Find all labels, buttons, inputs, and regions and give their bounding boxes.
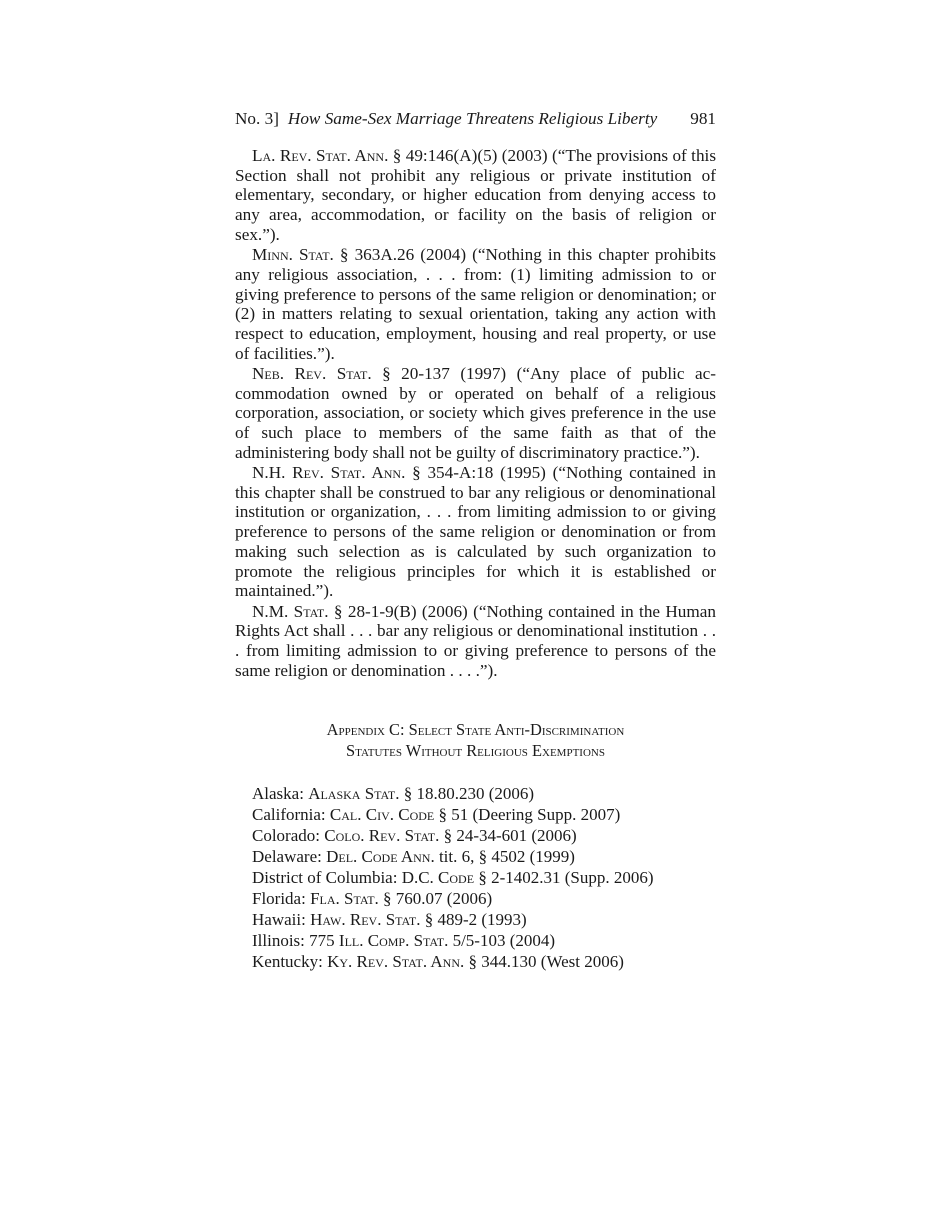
statute-section: § 489-2 (1993) <box>420 910 527 930</box>
statute-section: § 24-34-601 (2006) <box>439 826 577 846</box>
appendix-heading-line: Appendix C: Select State Anti-Discrimination <box>326 720 625 740</box>
statute-code: 775 Ill. Comp. Stat. <box>309 931 449 951</box>
statute-section: § 344.130 (West 2006) <box>464 952 624 972</box>
state-name: District of Columbia: <box>252 868 402 888</box>
list-item <box>252 846 716 867</box>
state-name: Hawaii: <box>252 910 311 930</box>
state-name: California: <box>252 805 330 825</box>
list-item <box>252 804 716 825</box>
statute-code: D.C. Code <box>401 868 475 888</box>
statute-paragraph-louisiana <box>235 146 716 245</box>
statute-paragraph-new-hampshire <box>235 463 716 601</box>
state-name: Alaska: <box>252 784 309 804</box>
list-item <box>252 825 716 846</box>
state-name: Colorado: <box>252 826 325 846</box>
statute-code: Del. Code Ann. <box>326 847 435 867</box>
list-item <box>252 909 716 930</box>
statute-paragraph-minnesota <box>235 245 716 363</box>
statute-code: Alaska Stat. <box>308 784 400 804</box>
state-name: Delaware: <box>252 847 327 867</box>
statute-text: § 363A.26 (2004) (“Nothing in this chapter prohibits any religious association, . . . from: (1) limiting admission to or giving preference to persons of the same religion or denomination; or (2) in matters relating to sexual orientation, taking any action with respect to education, employment, housing and real property, or use of facilities.”). <box>235 245 716 363</box>
list-item <box>252 783 716 804</box>
statute-code: Colo. Rev. Stat. <box>324 826 440 846</box>
list-item <box>252 867 716 888</box>
state-name: Illinois: <box>252 931 310 951</box>
list-item <box>252 930 716 951</box>
article-title: How Same-Sex Marriage Threatens Religious Liberty <box>287 109 658 128</box>
running-head <box>235 108 716 130</box>
list-item <box>252 888 716 909</box>
statute-code: Fla. Stat. <box>310 889 379 909</box>
appendix-heading <box>235 720 716 761</box>
statute-citation: La. Rev. Stat. Ann. <box>252 146 389 165</box>
statute-code: Cal. Civ. Code <box>329 805 435 825</box>
statute-section: tit. 6, § 4502 (1999) <box>434 847 575 867</box>
statute-citation: N.H. Rev. Stat. Ann. <box>252 463 406 483</box>
document-page <box>235 108 716 972</box>
statute-list <box>235 783 716 972</box>
state-name: Florida: <box>252 889 311 909</box>
statute-section: § 760.07 (2006) <box>378 889 493 909</box>
statute-citation: Neb. Rev. Stat. <box>252 363 372 383</box>
statute-section: § 2-1402.31 (Supp. 2006) <box>474 868 654 888</box>
statute-text: § 28-1-9(B) (2006) (“Nothing contained in the Human Rights Act shall . . . bar any religious or denominational institution . . . from limiting admission to or giving preference to persons of the same religion or denomination . . . .”). <box>235 601 716 680</box>
statute-paragraph-nebraska <box>235 364 716 463</box>
statute-citation: Minn. Stat. <box>252 245 334 265</box>
statute-code: Ky. Rev. Stat. Ann. <box>327 952 465 972</box>
statute-section: § 51 (Deering Supp. 2007) <box>434 805 621 825</box>
list-item <box>252 951 716 972</box>
statute-paragraph-new-mexico <box>235 602 716 681</box>
state-name: Kentucky: <box>252 952 328 972</box>
appendix-heading-line: Statutes Without Religious Exemptions <box>346 740 605 760</box>
page-number: 981 <box>690 109 716 128</box>
statute-text: § 20-137 (1997) (“Any place of public accommodation owned by or operated on behalf of a religious corporation, association, or society which gives preference in the use of such place to members of the same faith as that of the administering body shall not be guilty of discriminatory practice.”). <box>235 363 716 462</box>
statute-section: § 18.80.230 (2006) <box>399 784 535 804</box>
statute-text: § 49:146(A)(5) (2003) (“The provisions of this Section shall not prohibit any religious or private institution of elementary, secondary, or higher education from denying access to any area, accommodation, or facility on the basis of religion or sex.”). <box>235 146 717 244</box>
statute-text: § 354-A:18 (1995) (“Nothing contained in this chapter shall be construed to bar any religious or denominational institution or organization, . . . from limiting admission to or giving preference to persons of the same religion or denomination or from making such selection as is calculated by such organization to promote the religious principles for which it is established or maintained.”). <box>235 463 716 601</box>
statute-section: 5/5-103 (2004) <box>448 931 556 951</box>
issue-number: No. 3] <box>235 109 279 128</box>
statute-citation: N.M. Stat. <box>252 601 329 621</box>
statute-code: Haw. Rev. Stat. <box>310 910 421 930</box>
